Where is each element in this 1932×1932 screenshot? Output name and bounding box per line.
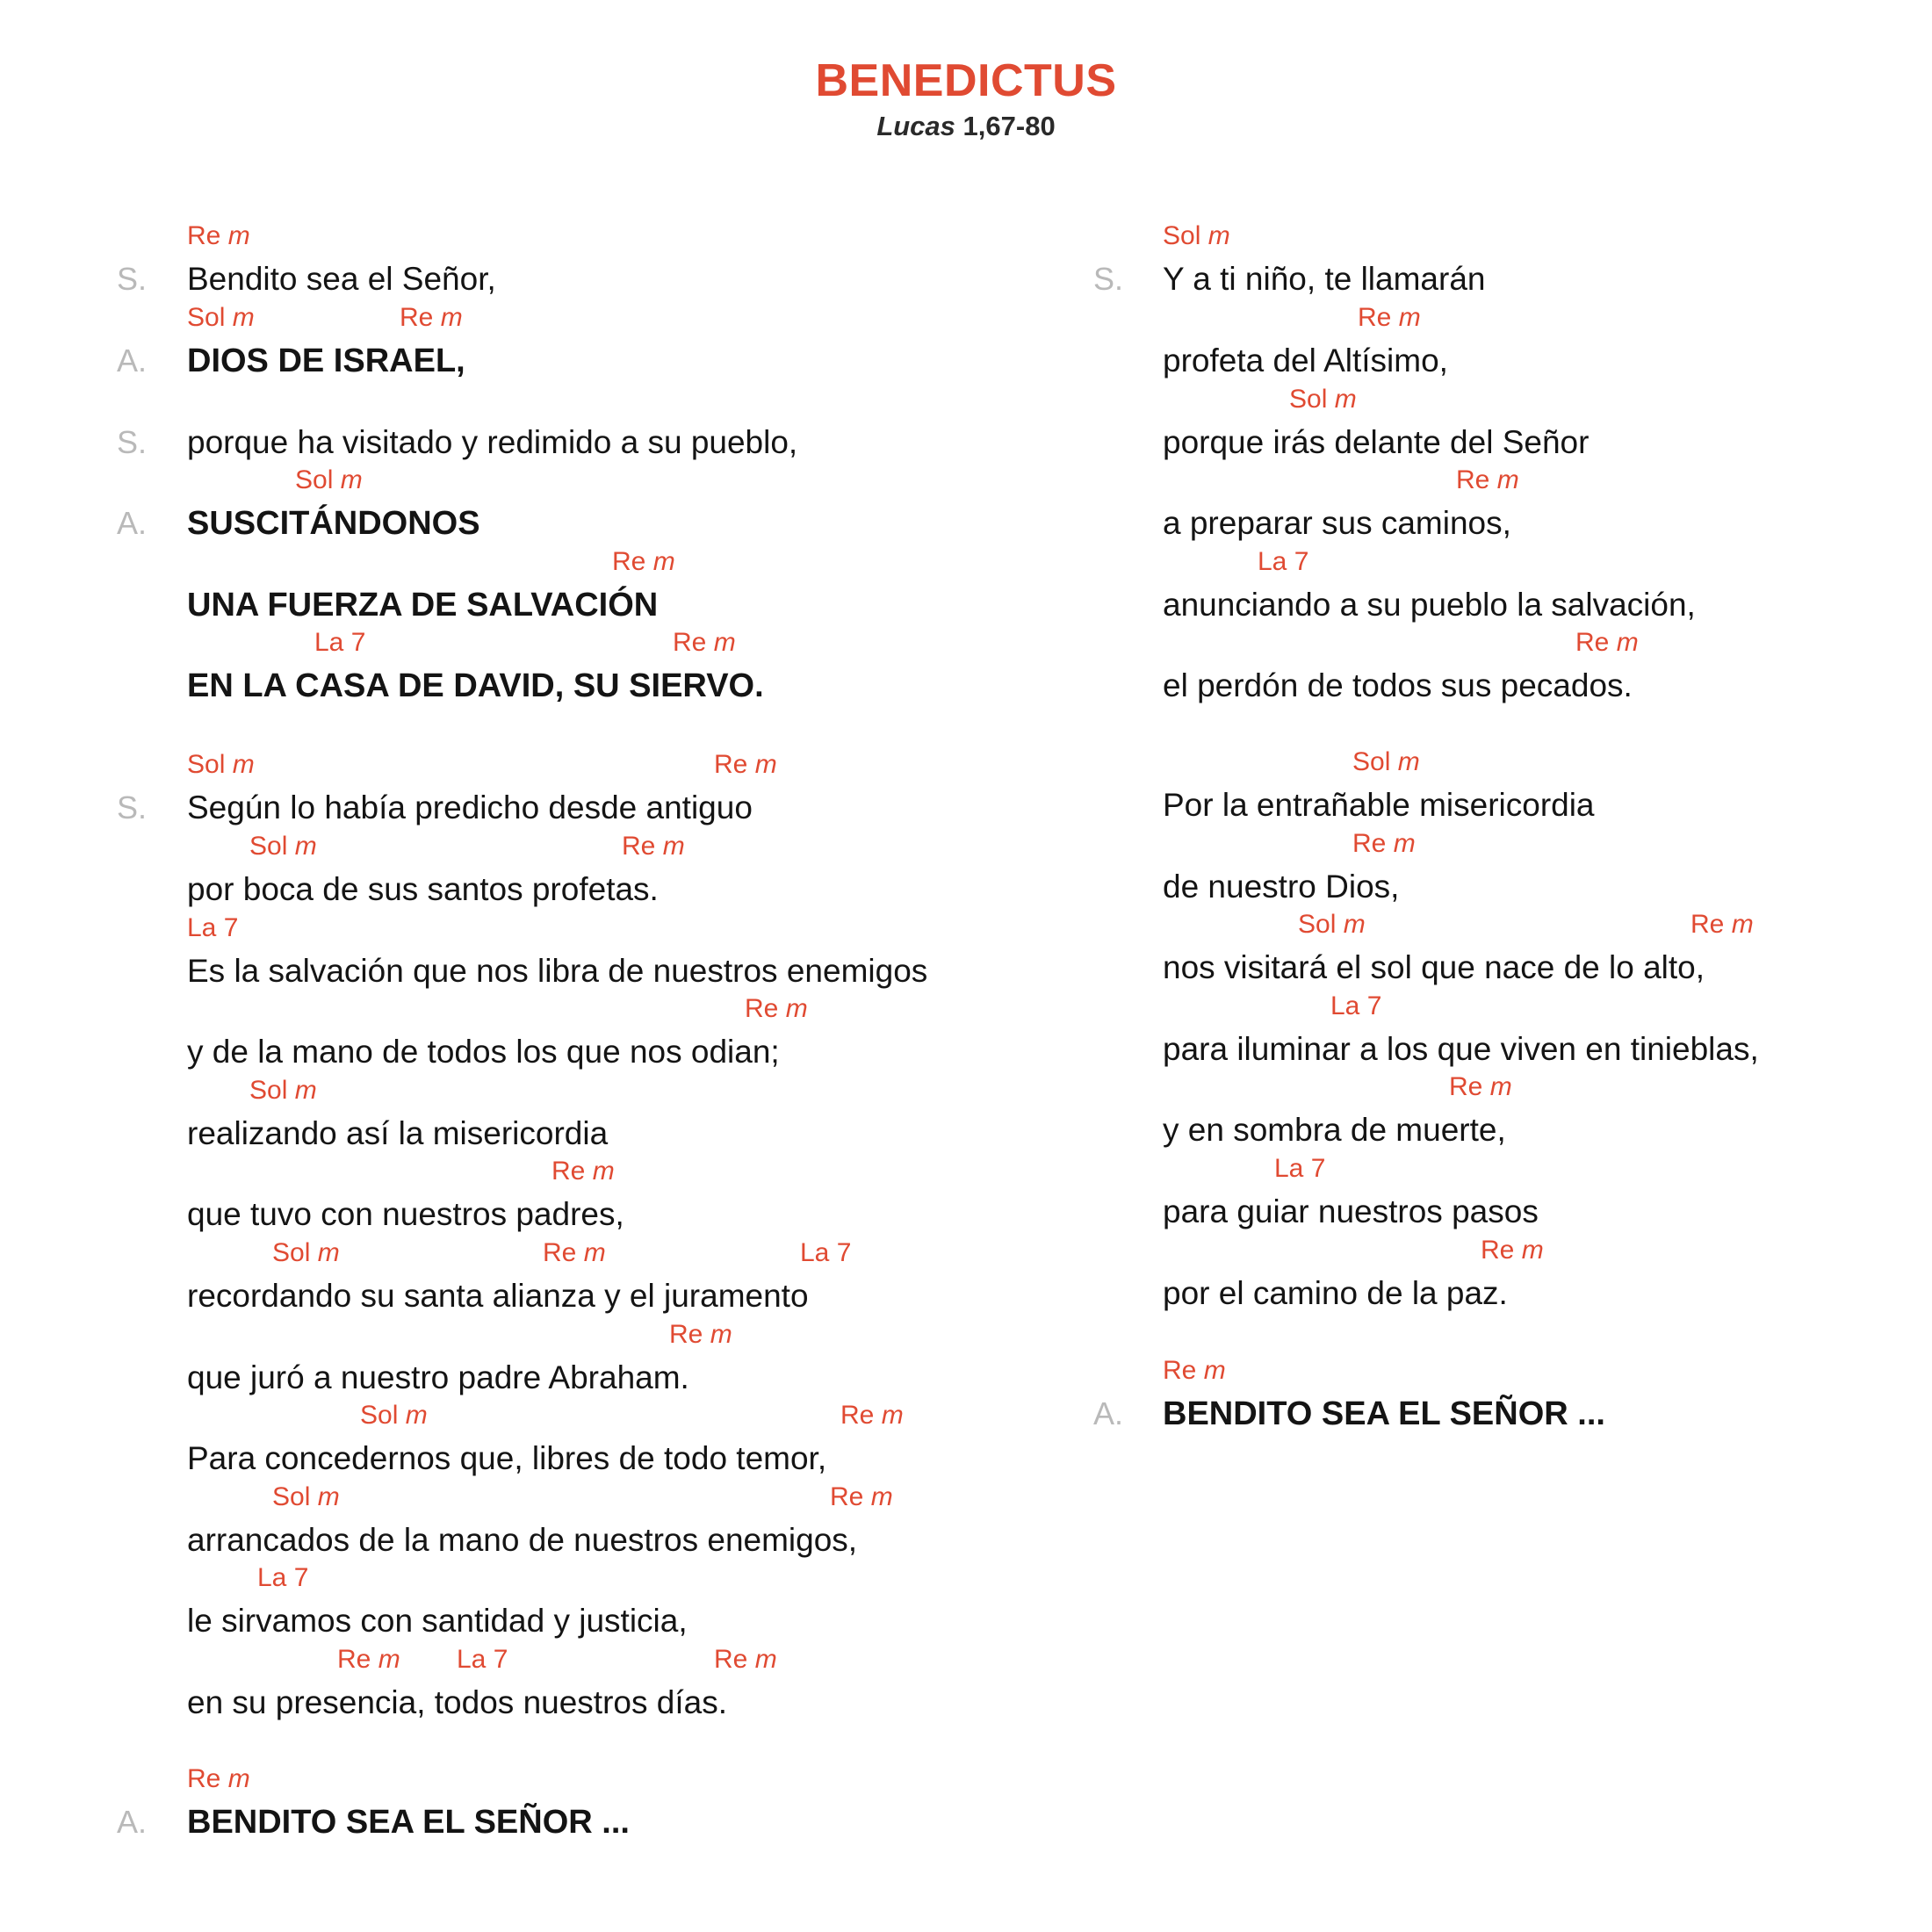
speaker-label: S. [117,789,148,825]
lyric-text: Según lo había predicho desde antiguo [187,789,753,825]
chord-root: Re [622,832,656,861]
lyric-text: que tuvo con nuestros padres, [187,1196,624,1232]
chord-label [673,628,736,658]
chord-quality: m [1616,628,1639,657]
lyric-text: por boca de sus santos profetas. [187,871,659,907]
chord-root: Re [1456,465,1490,494]
lyric-line [0,1764,1932,1841]
chord-quality: m [1334,385,1357,414]
chord-quality: m [785,994,808,1023]
lyric-text: Por la entrañable misericordia [1163,787,1595,823]
chord-label [551,1157,615,1186]
response-text: EN LA CASA DE DAVID, SU SIERVO. [187,667,764,704]
chord-root: La [800,1238,830,1267]
chord-label [714,750,777,780]
lyric-text: por el camino de la paz. [1163,1275,1508,1311]
chord-label [187,303,255,333]
lyric-text: nos visitará el sol que nace de lo alto, [1163,949,1705,985]
chord-quality: m [1343,910,1366,939]
chord-label [272,1238,340,1268]
chord-quality: 7 [1366,991,1382,1020]
chord-root: Sol [272,1238,311,1267]
chord-label [1449,1072,1512,1102]
chord-label [1690,910,1754,940]
chord-quality: m [1393,829,1416,858]
response-text: DIOS DE ISRAEL, [187,342,465,379]
chord-root: Sol [1298,910,1337,939]
chord-quality: m [1208,221,1230,250]
chord-label [295,465,363,495]
chord-root: Re [840,1401,875,1430]
lyric-line [0,1482,1932,1558]
chord-quality: m [232,303,255,332]
chord-quality: m [1521,1236,1544,1265]
speaker-label: A. [1093,1395,1124,1431]
response-text: UNA FUERZA DE SALVACIÓN [187,587,659,624]
chord-root: La [314,628,344,657]
chord-root: Sol [1289,385,1328,414]
lyric-text: Para concedernos que, libres de todo temor, [187,1440,827,1476]
lyric-text: para iluminar a los que viven en tinieblas, [1163,1031,1759,1067]
chord-root: Sol [187,750,226,779]
chord-label [1163,221,1230,251]
chord-root: La [187,913,217,942]
chord-quality: m [662,832,685,861]
chord-quality: m [294,1076,317,1105]
lyric-text: arrancados de la mano de nuestros enemigos, [187,1522,858,1558]
chord-root: Sol [1163,221,1201,250]
chord-quality: m [754,750,777,779]
chord-root: Sol [187,303,226,332]
lyric-line [0,385,1932,460]
chord-label [1575,628,1639,658]
chord-root: Sol [272,1482,311,1511]
chord-root: Re [337,1645,371,1674]
lyric-text: que juró a nuestro padre Abraham. [187,1359,689,1395]
chord-quality: 7 [493,1645,508,1674]
lyric-text: le sirvamos con santidad y justicia, [187,1603,688,1639]
speaker-label: S. [1093,261,1124,297]
speaker-label: S. [117,424,148,460]
chord-label [1258,547,1308,577]
speaker-label: S. [117,261,148,297]
chord-root: Sol [249,1076,288,1105]
chord-label [1163,1356,1226,1386]
chord-root: La [1330,991,1360,1020]
chord-quality: m [405,1401,428,1430]
chord-label [669,1320,732,1350]
response-text: BENDITO SEA EL SEÑOR ... [1163,1395,1605,1432]
chord-root: Re [400,303,434,332]
chord-root: Re [669,1320,703,1349]
chord-label [272,1482,340,1512]
chord-label [249,1076,317,1106]
song-title: BENEDICTUS [815,55,1117,106]
lyric-text: porque irás delante del Señor [1163,424,1590,460]
chord-root: Re [1352,829,1387,858]
chord-quality: 7 [836,1238,852,1267]
chord-root: Sol [249,832,288,861]
chord-root: Re [551,1157,586,1186]
chord-root: Re [187,221,221,250]
chord-label [1298,910,1366,940]
chord-quality: m [1203,1356,1226,1385]
chord-quality: m [652,547,675,576]
chord-label [187,1764,250,1794]
chord-root: La [457,1645,487,1674]
chord-root: Re [714,750,748,779]
chord-root: Re [745,994,779,1023]
lyric-text: el perdón de todos sus pecados. [1163,667,1633,703]
lyric-text: para guiar nuestros pasos [1163,1193,1539,1229]
chord-quality: m [713,628,736,657]
chord-label [1481,1236,1544,1265]
lyric-text: en su presencia, todos nuestros días. [187,1684,727,1720]
chord-quality: m [1398,303,1421,332]
chord-label [457,1645,508,1675]
reference-verses: 1,67-80 [962,111,1056,141]
chord-root: Re [1481,1236,1515,1265]
chord-root: Re [187,1764,221,1793]
chord-quality: m [227,1764,250,1793]
lyric-text: a preparar sus caminos, [1163,505,1511,541]
chord-root: Sol [360,1401,399,1430]
lyric-text: de nuestro Dios, [1163,869,1400,905]
chord-label [1352,747,1420,777]
chord-quality: 7 [223,913,239,942]
chord-label [1274,1154,1325,1184]
chord-root: La [257,1563,287,1592]
chord-quality: m [592,1157,615,1186]
chord-quality: m [232,750,255,779]
chord-quality: 7 [1310,1154,1326,1183]
scripture-reference [0,111,1932,142]
chord-label [612,547,675,577]
lyric-text: y en sombra de muerte, [1163,1112,1506,1148]
chord-root: Re [543,1238,577,1267]
response-text: BENDITO SEA EL SEÑOR ... [187,1804,630,1841]
chord-label [543,1238,606,1268]
chord-label [745,994,808,1024]
chord-quality: m [754,1645,777,1674]
lyric-text: realizando así la misericordia [187,1115,609,1151]
chord-quality: m [881,1401,904,1430]
chord-quality: m [1397,747,1420,776]
chord-root: Re [1449,1072,1483,1101]
chord-root: La [1258,547,1287,576]
chord-quality: 7 [1294,547,1309,576]
chord-quality: m [870,1482,893,1511]
chord-root: Re [1358,303,1392,332]
chord-quality: m [1731,910,1754,939]
speaker-label: A. [117,342,148,378]
lyric-text: porque ha visitado y redimido a su pueblo, [187,424,798,460]
chord-label [714,1645,777,1675]
chord-label [400,303,463,333]
chord-quality: m [340,465,363,494]
chord-label [622,832,685,861]
chord-quality: 7 [293,1563,309,1592]
chord-label [800,1238,851,1268]
chord-label [257,1563,308,1593]
chord-quality: m [227,221,250,250]
lyric-text: Bendito sea el Señor, [187,261,496,297]
chord-label [249,832,317,861]
chord-quality: m [317,1238,340,1267]
response-text: SUSCITÁNDONOS [187,505,480,542]
chord-quality: m [294,832,317,861]
chord-label [314,628,365,658]
lyric-line [0,1645,1932,1720]
chord-quality: 7 [350,628,366,657]
chord-quality: m [317,1482,340,1511]
reference-book: Lucas [876,111,955,141]
chord-quality: m [1496,465,1519,494]
chord-label [1289,385,1357,415]
chord-root: La [1274,1154,1304,1183]
chord-label [337,1645,400,1675]
chord-label [187,221,250,251]
chord-label [830,1482,893,1512]
lyric-text: recordando su santa alianza y el juramento [187,1278,809,1314]
lyric-line [0,1320,1932,1395]
lyric-text: y de la mano de todos los que nos odian; [187,1034,780,1070]
chord-root: Re [830,1482,864,1511]
chord-root: Re [673,628,707,657]
chord-quality: m [583,1238,606,1267]
lyric-text: Y a ti niño, te llamarán [1163,261,1486,297]
chord-root: Re [1575,628,1610,657]
chord-label [1358,303,1421,333]
lyric-text: anunciando a su pueblo la salvación, [1163,587,1696,623]
lyric-line [0,1563,1932,1639]
chord-label [1330,991,1381,1021]
chord-quality: m [440,303,463,332]
chord-quality: m [710,1320,732,1349]
chord-label [1456,465,1519,495]
chord-root: Sol [295,465,334,494]
chord-root: Sol [1352,747,1391,776]
lyric-text: Es la salvación que nos libra de nuestros enemigos [187,953,928,989]
chord-root: Re [714,1645,748,1674]
chord-label [187,913,238,943]
lyric-text: profeta del Altísimo, [1163,342,1448,378]
chord-root: Re [612,547,646,576]
chord-label [1352,829,1416,859]
chord-root: Re [1690,910,1725,939]
speaker-label: A. [117,1804,148,1840]
speaker-label: A. [117,505,148,541]
chord-root: Re [1163,1356,1197,1385]
chord-quality: m [378,1645,400,1674]
chord-quality: m [1489,1072,1512,1101]
chord-label [187,750,255,780]
